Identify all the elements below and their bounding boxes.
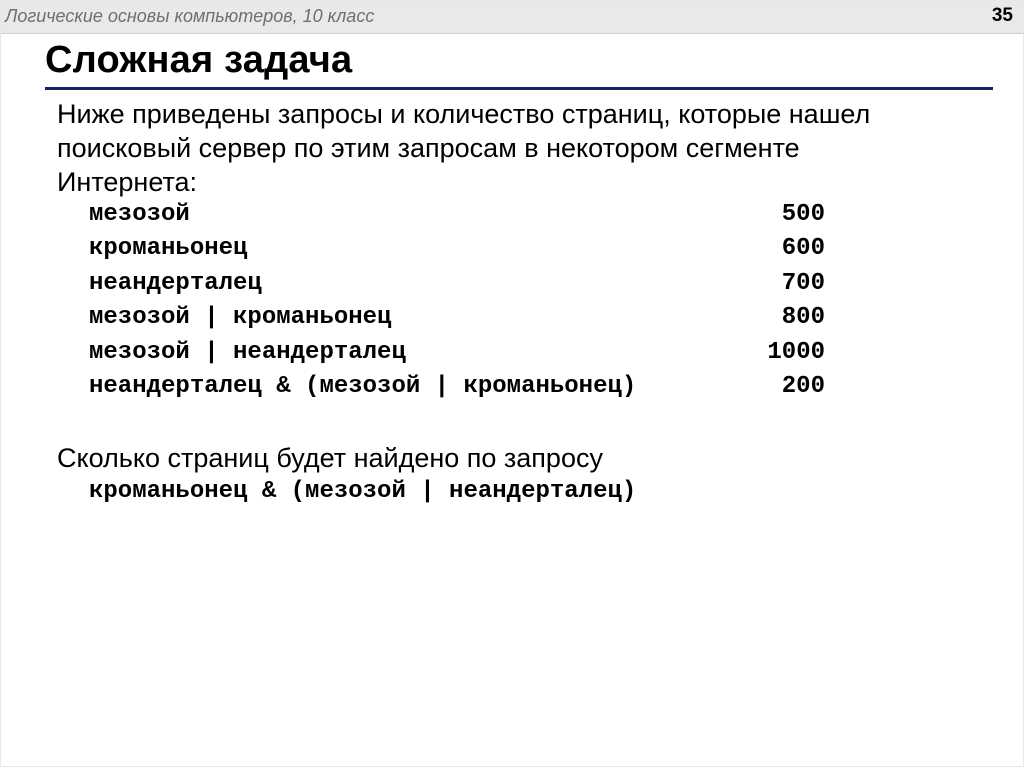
query-text: неандерталец xyxy=(89,269,262,297)
question-query: кроманьонец & (мезозой | неандерталец) xyxy=(89,478,637,505)
query-row xyxy=(89,301,829,335)
query-text: мезозой | кроманьонец xyxy=(89,304,392,332)
page-number: 35 xyxy=(991,5,1013,26)
course-title: Логические основы компьютеров, 10 класс xyxy=(5,6,375,26)
query-list xyxy=(89,198,829,404)
slide-title: Сложная задача xyxy=(45,39,353,81)
query-text: мезозой | неандерталец xyxy=(89,338,406,366)
intro-line: Интернета: xyxy=(57,167,198,197)
intro-line: поисковый сервер по этим запросам в некотором сегменте xyxy=(57,133,800,163)
query-page-count: 600 xyxy=(781,235,825,263)
query-text: мезозой xyxy=(89,201,190,228)
query-page-count: 800 xyxy=(781,304,825,332)
intro-line: Ниже приведены запросы и количество страниц, которые нашел xyxy=(57,99,871,129)
query-row xyxy=(89,232,829,266)
query-page-count: 700 xyxy=(781,269,825,297)
query-row xyxy=(89,336,829,370)
slide-header-bar xyxy=(1,1,1024,34)
query-row xyxy=(89,370,829,404)
query-text: неандерталец & (мезозой | кроманьонец) xyxy=(89,372,637,400)
title-divider xyxy=(45,87,993,90)
query-page-count: 200 xyxy=(781,372,825,400)
query-text: кроманьонец xyxy=(89,235,248,263)
query-page-count: 1000 xyxy=(767,338,825,366)
query-row xyxy=(89,198,829,232)
intro-paragraph xyxy=(57,97,957,199)
question-text: Сколько страниц будет найдено по запросу xyxy=(57,443,603,473)
query-page-count: 500 xyxy=(781,201,825,228)
query-row xyxy=(89,267,829,301)
